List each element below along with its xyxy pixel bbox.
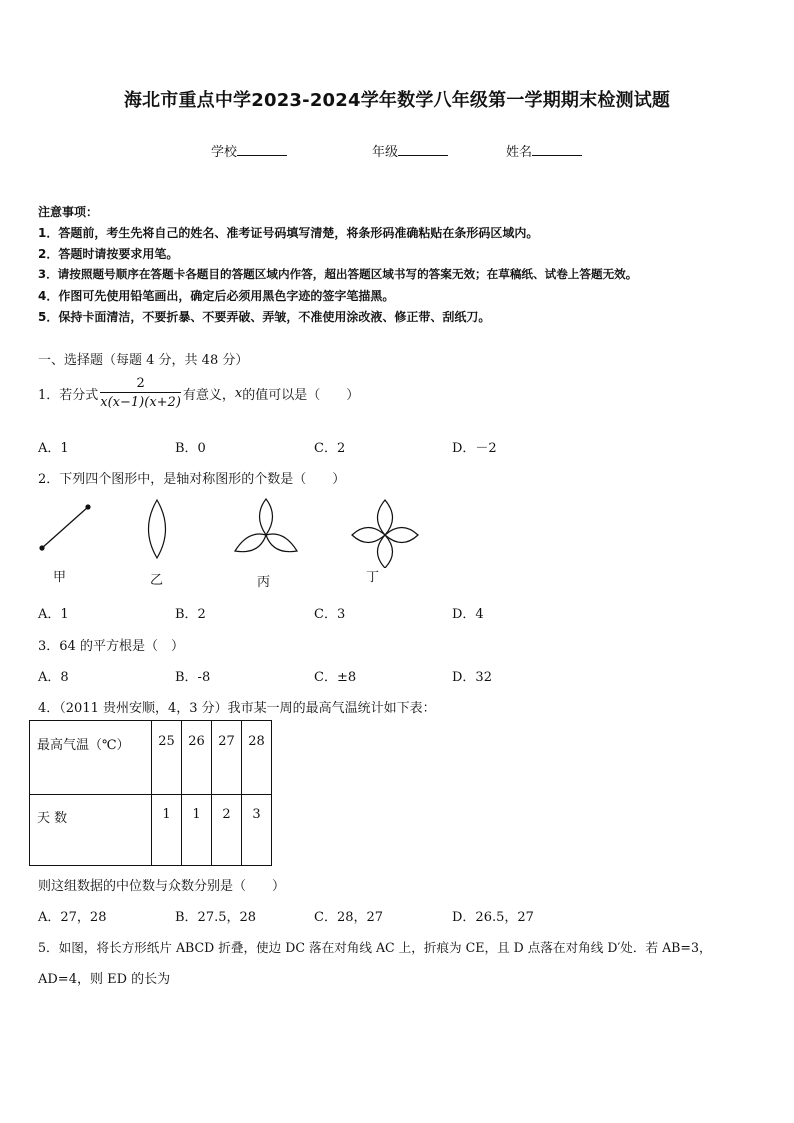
school-label: 学校 — [211, 145, 238, 160]
figure-ding-four-petal — [352, 500, 418, 568]
question-1 — [38, 376, 359, 410]
question-5-line-2: AD=4，则 ED 的长为 — [38, 972, 171, 987]
row1-value-4: 28 — [242, 721, 272, 795]
school-field[interactable] — [211, 141, 287, 160]
q2-option-d[interactable]: D．4 — [452, 607, 484, 622]
notice-item-2: 2．答题时请按要求用笔。 — [38, 247, 179, 261]
name-label: 姓名 — [506, 145, 533, 160]
notice-item-1: 1．答题前，考生先将自己的姓名、准考证号码填写清楚，将条形码准确粘贴在条形码区域内。 — [38, 226, 539, 240]
q1-var: x — [234, 385, 243, 401]
q1-prefix: 1．若分式 — [38, 387, 99, 403]
table-row — [30, 795, 272, 866]
row1-value-1: 25 — [152, 721, 182, 795]
grade-label: 年级 — [372, 145, 399, 160]
grade-blank[interactable] — [398, 143, 448, 156]
question-5-line-1: 5．如图，将长方形纸片 ABCD 折叠，使边 DC 落在对角线 AC 上，折痕为 CE，且 D 点落在对角线 D′处．若 AB=3， — [38, 940, 712, 955]
exam-title: 海北市重点中学2023-2024学年数学八年级第一学期期末检测试题 — [123, 90, 671, 111]
figure-yi-lens — [149, 500, 166, 558]
notice-heading: 注意事项： — [38, 205, 99, 219]
notice-item-5: 5．保持卡面清洁，不要折暴、不要弄破、弄皱，不准使用涂改液、修正带、刮纸刀。 — [38, 310, 491, 324]
row1-value-2: 26 — [182, 721, 212, 795]
q1-option-a[interactable]: A．1 — [38, 441, 69, 456]
label-jia: 甲 — [53, 570, 67, 585]
q4-option-c[interactable]: C．28，27 — [314, 910, 384, 925]
temperature-table — [29, 720, 272, 866]
q1-numerator: 2 — [100, 376, 181, 393]
question-2: 2．下列四个图形中，是轴对称图形的个数是（ ） — [38, 472, 346, 487]
question-4: 4．（2011 贵州安顺，4，3 分）我市某一周的最高气温统计如下表： — [38, 701, 436, 716]
grade-field[interactable] — [372, 141, 448, 160]
question-3: 3．64 的平方根是（ ） — [38, 639, 184, 654]
row2-label: 天 数 — [30, 795, 152, 866]
row1-value-3: 27 — [212, 721, 242, 795]
notice-item-4: 4．作图可先使用铅笔画出，确定后必须用黑色字迹的签字笔描黑。 — [38, 289, 395, 303]
notice-item-3: 3．请按照题号顺序在答题卡各题目的答题区域内作答，超出答题区域书写的答案无效；在草稿纸、试卷上答题无效。 — [38, 267, 638, 281]
q4-question: 则这组数据的中位数与众数分别是（ ） — [38, 879, 286, 894]
q1-option-c[interactable]: C．2 — [314, 441, 346, 456]
row1-label: 最高气温（℃） — [30, 721, 152, 795]
q2-option-b[interactable]: B．2 — [175, 607, 206, 622]
section-heading: 一、选择题（每题 4 分，共 48 分） — [38, 353, 249, 368]
q1-option-d[interactable]: D．－2 — [452, 441, 497, 456]
q4-option-d[interactable]: D．26.5，27 — [452, 910, 534, 925]
q1-option-b[interactable]: B．0 — [175, 441, 206, 456]
figure-jia-segment — [39, 504, 90, 550]
q3-option-d[interactable]: D．32 — [452, 670, 492, 685]
school-blank[interactable] — [237, 143, 287, 156]
q2-option-a[interactable]: A．1 — [38, 607, 69, 622]
q3-option-a[interactable]: A．8 — [38, 670, 69, 685]
q4-option-b[interactable]: B．27.5，28 — [175, 910, 257, 925]
figure-bing-three-petal — [235, 499, 297, 552]
row2-value-2: 1 — [182, 795, 212, 866]
q2-option-c[interactable]: C．3 — [314, 607, 346, 622]
q3-option-b[interactable]: B．-8 — [175, 670, 211, 685]
q3-option-c[interactable]: C．±8 — [314, 670, 357, 685]
row2-value-3: 2 — [212, 795, 242, 866]
name-blank[interactable] — [532, 143, 582, 156]
label-ding: 丁 — [366, 570, 380, 585]
label-bing: 丙 — [257, 575, 271, 590]
q4-option-a[interactable]: A．27，28 — [38, 910, 107, 925]
row2-value-1: 1 — [152, 795, 182, 866]
q2-figures — [30, 498, 430, 568]
q1-suffix-b: 的值可以是（ ） — [242, 387, 360, 403]
table-row — [30, 721, 272, 795]
q1-fraction — [100, 376, 181, 410]
q1-suffix-a: 有意义， — [182, 387, 235, 403]
label-yi: 乙 — [150, 573, 164, 588]
row2-value-4: 3 — [242, 795, 272, 866]
q1-denominator: x(x−1)(x+2) — [100, 395, 181, 410]
name-field[interactable] — [506, 141, 582, 160]
